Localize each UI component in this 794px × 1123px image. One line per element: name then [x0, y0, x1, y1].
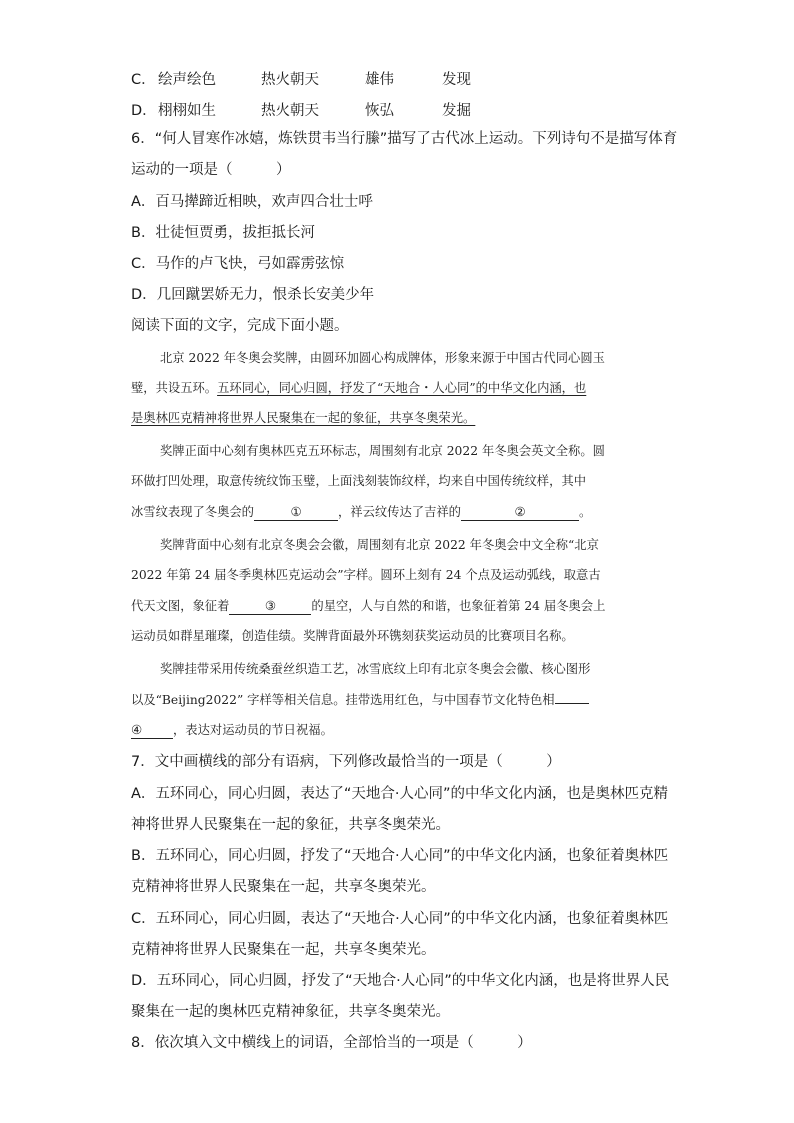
blank-4: ④	[131, 723, 173, 739]
passage-p2-text-a: 冰雪纹表现了冬奥会的	[131, 505, 254, 519]
q6-stem-line-2: 运动的一项是（ ）	[131, 162, 291, 178]
passage-underlined-sentence-part-1: 五环同心，同心归圆，抒发了“天地合・人心同”的中华文化内涵，也	[217, 381, 587, 395]
q7-option-d-line-2: 聚集在一起的奥林匹克精神象征，共享冬奥荣光。	[131, 1004, 450, 1020]
passage-p4-text-a: 以及“Beijing2022” 字样等相关信息。挂带选用红色，与中国春节文化特色相	[131, 693, 555, 707]
blank-1: ①	[254, 505, 338, 521]
passage-p4-text-b: ，表达对运动员的节日祝福。	[173, 723, 333, 737]
passage-underlined-sentence-part-2: 是奥林匹克精神将世界人民聚集在一起的象征，共享冬奥荣光。	[131, 411, 476, 425]
passage-p3-text-a: 代天文图，象征着	[131, 599, 230, 613]
q7-option-d-line-1: D．五环同心，同心归圆，抒发了“天地合·人心同”的中华文化内涵，也是将世界人民	[131, 973, 670, 989]
blank-4-line	[555, 703, 589, 704]
blank-2: ②	[461, 505, 579, 521]
q5-option-c-label: C．	[131, 72, 156, 88]
reading-instruction: 阅读下面的文字，完成下面小题。	[131, 318, 349, 334]
q6-option-d: D．几回蹴罢娇无力，恨杀长安美少年	[131, 287, 375, 303]
q5-option-c-word-4: 发现	[442, 72, 471, 88]
passage-p2-text-c: 。	[578, 505, 592, 519]
q8-stem: 8．依次填入文中横线上的词语，全部恰当的一项是（ ）	[131, 1035, 532, 1051]
passage-p2-line-3	[131, 504, 591, 521]
passage-p4-line-3	[131, 722, 333, 739]
q7-option-c-line-2: 克精神将世界人民聚集在一起，共享冬奥荣光。	[131, 942, 436, 958]
q5-option-d-word-1: 栩栩如生	[158, 103, 216, 119]
q6-stem-line-1: 6．“何人冒寒作冰嬉，炼铁贯韦当行縢”描写了古代冰上运动。下列诗句不是描写体育	[131, 131, 678, 147]
blank-3: ③	[229, 599, 311, 615]
passage-p3-line-1: 奖牌背面中心刻有北京冬奥会会徽，周围刻有北京 2022 年冬奥会中文全称“北京	[160, 538, 599, 552]
q7-stem: 7．文中画横线的部分有语病，下列修改最恰当的一项是（ ）	[131, 754, 561, 770]
passage-p4-line-2	[131, 692, 589, 709]
q7-option-b-line-2: 克精神将世界人民聚集在一起，共享冬奥荣光。	[131, 879, 436, 895]
q7-option-b-line-1: B．五环同心，同心归圆，抒发了“天地合·人心同”的中华文化内涵，也象征着奥林匹	[131, 848, 669, 864]
passage-p3-line-3	[131, 598, 605, 615]
passage-p2-line-2: 环做打凹处理，取意传统纹饰玉璧，上面浅刻装饰纹样，均来自中国传统纹样，其中	[131, 474, 586, 488]
passage-p2-text-b: ，祥云纹传达了吉祥的	[337, 505, 461, 519]
passage-p1-line-1: 北京 2022 年冬奥会奖牌，由圆环加圆心构成牌体，形象来源于中国古代同心圆玉	[160, 351, 605, 365]
q5-option-c-word-1: 绘声绘色	[158, 72, 216, 88]
q7-option-a-line-1: A．五环同心，同心归圆，表达了“天地合·人心同”的中华文化内涵，也是奥林匹克精	[131, 786, 669, 802]
q5-option-c-word-2: 热火朝天	[261, 72, 319, 88]
q5-option-d-word-2: 热火朝天	[261, 103, 319, 119]
q6-option-c: C．马作的卢飞快，弓如霹雳弦惊	[131, 256, 345, 272]
passage-p3-text-b: 的星空，人与自然的和谐，也象征着第 24 届冬奥会上	[311, 599, 606, 613]
passage-p1-line-3	[131, 410, 475, 427]
q6-option-b: B．壮徒恒贾勇，拔拒抵长河	[131, 225, 315, 241]
q6-option-a: A．百马撵蹄近相映，欢声四合壮士呼	[131, 194, 373, 210]
q7-option-c-line-1: C．五环同心，同心归圆，表达了“天地合·人心同”的中华文化内涵，也象征着奥林匹	[131, 911, 669, 927]
passage-p1-line-2	[131, 380, 586, 397]
passage-p2-line-1: 奖牌正面中心刻有奥林匹克五环标志，周围刻有北京 2022 年冬奥会英文全称。圆	[160, 444, 605, 458]
q5-option-c-word-3: 雄伟	[365, 72, 394, 88]
q5-option-d-word-4: 发掘	[442, 103, 471, 119]
passage-p3-line-4: 运动员如群星璀璨，创造佳绩。奖牌背面最外环镌刻获奖运动员的比赛项目名称。	[131, 629, 574, 643]
q5-option-d-word-3: 恢弘	[365, 103, 394, 119]
passage-p4-line-1: 奖牌挂带采用传统桑蚕丝织造工艺，冰雪底纹上印有北京冬奥会会徽、核心图形	[160, 662, 591, 676]
passage-p3-line-2: 2022 年第 24 届冬季奥林匹克运动会”字样。圆环上刻有 24 个点及运动弧线，取意古	[131, 568, 601, 582]
q7-option-a-line-2: 神将世界人民聚集在一起的象征，共享冬奥荣光。	[131, 817, 450, 833]
passage-p1-plain: 璧，共设五环。	[131, 381, 218, 395]
q5-option-d-label: D．	[131, 103, 157, 119]
